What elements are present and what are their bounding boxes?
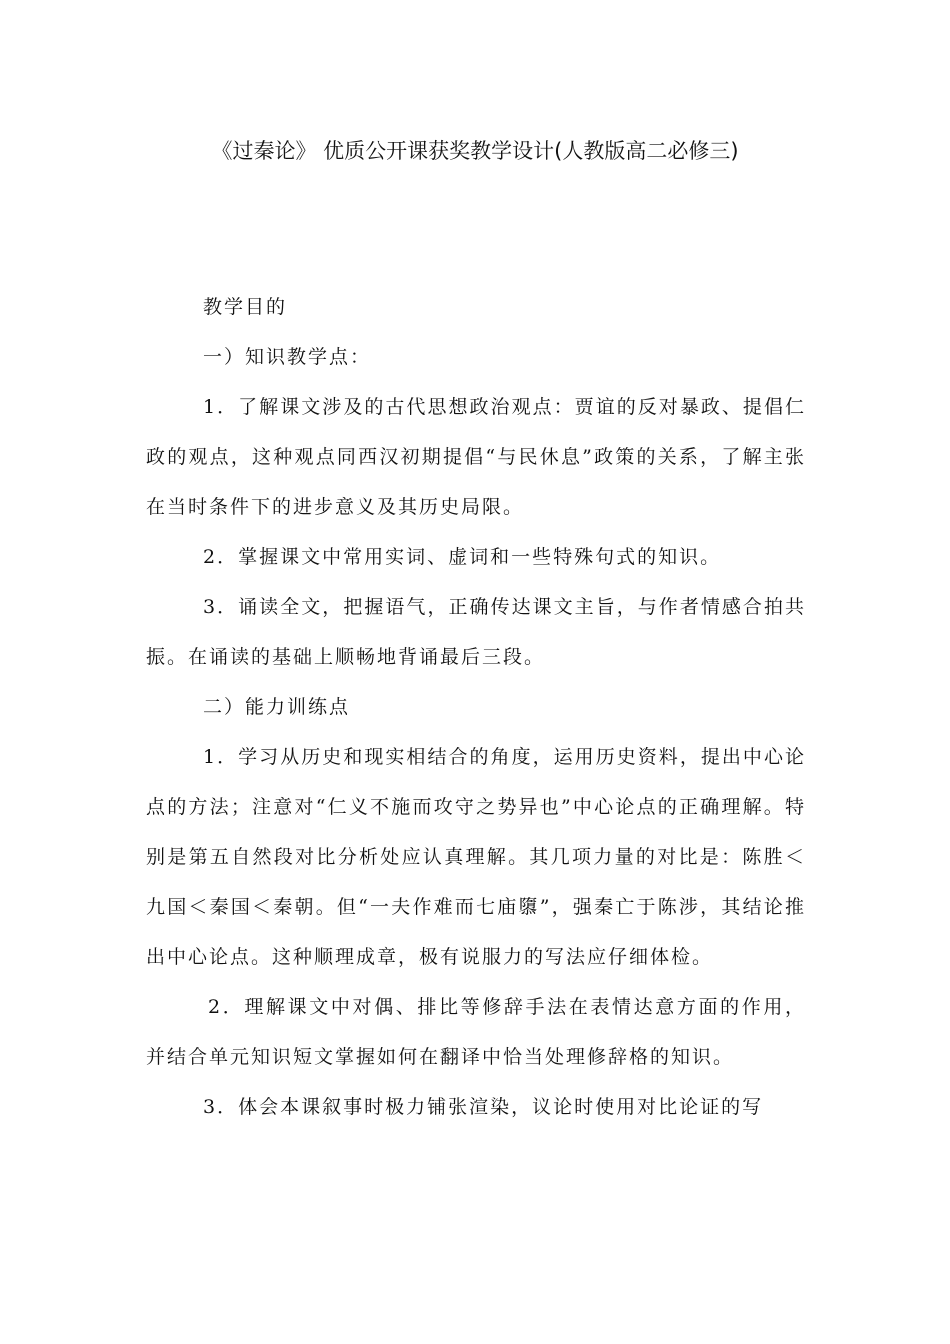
subsection-heading-ability: 二）能力训练点	[203, 696, 351, 718]
knowledge-point-2: 2．掌握课文中常用实词、虚词和一些特殊句式的知识。	[203, 546, 722, 568]
ability-point-1: 1．学习从历史和现实相结合的角度，运用历史资料，提出中心论点的方法；注意对“仁义不施而攻守之势异也”中心论点的正确理解。特别是第五自然段对比分析处应认真理解。其几项力量的对比是：陈胜＜九国＜秦国＜秦朝。但“一夫作难而七庙隳”，强秦亡于陈涉，其结论推出中心论点。这种顺理成章，极有说服力的写法应仔细体检。	[146, 746, 806, 968]
knowledge-point-1: 1．了解课文涉及的古代思想政治观点：贾谊的反对暴政、提倡仁政的观点，这种观点同西汉初期提倡“与民休息”政策的关系，了解主张在当时条件下的进步意义及其历史局限。	[146, 396, 806, 518]
ability-point-2: 2．理解课文中对偶、排比等修辞手法在表情达意方面的作用，并结合单元知识短文掌握如何在翻译中恰当处理修辞格的知识。	[146, 996, 806, 1068]
ability-point-3: 3．体会本课叙事时极力铺张渲染，议论时使用对比论证的写	[203, 1096, 764, 1118]
knowledge-point-3: 3．诵读全文，把握语气，正确传达课文主旨，与作者情感合拍共振。在诵读的基础上顺畅地背诵最后三段。	[146, 596, 806, 668]
document-body	[146, 282, 806, 1132]
document-title: 《过秦论》 优质公开课获奖教学设计(人教版高二必修三)	[211, 139, 739, 163]
subsection-heading-knowledge: 一）知识教学点：	[203, 346, 372, 368]
section-heading-teaching-goals: 教学目的	[203, 296, 288, 318]
